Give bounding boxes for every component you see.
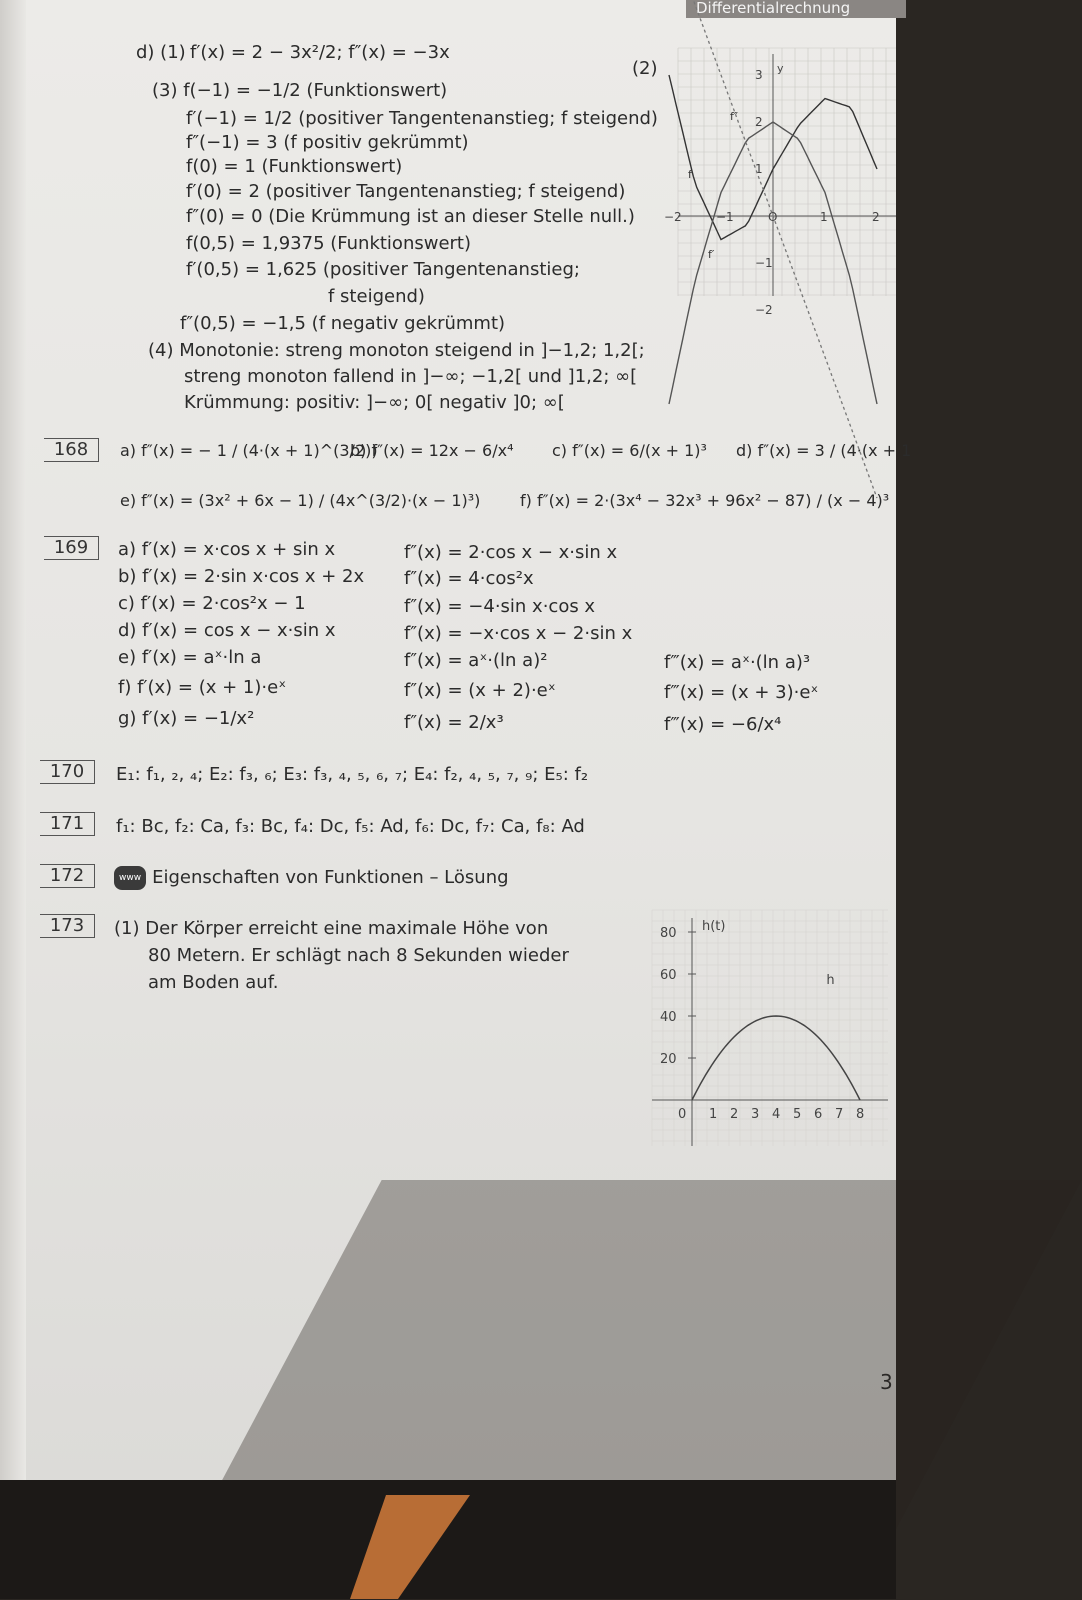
d-item: (4) Monotonie: streng monoton steigend in ]−1,2; 1,2[; [148, 340, 645, 361]
ex170-text: E₁: f₁, ₂, ₄; E₂: f₃, ₆; E₃: f₃, ₄, ₅, ₆, ₇; E₄: f₂, ₄, ₅, ₇, ₉; E₅: f₂ [116, 764, 589, 785]
tick-label: 2 [755, 115, 763, 129]
height-graph [652, 910, 888, 1146]
ex168-d: d) f″(x) = 3 / (4·(x + 1 [736, 441, 912, 460]
d-item: streng monoton fallend in ]−∞; −1,2[ und ]1,2; ∞[ [184, 366, 638, 387]
d-line1: f′(x) = 2 − 3x²/2; f″(x) = −3x [190, 42, 450, 63]
tick-label: 80 [660, 926, 677, 941]
exercise-number: 170 [40, 760, 95, 784]
ex169-col2: f″(x) = −x·cos x − 2·sin x [404, 623, 633, 644]
ex173-line: (1) Der Körper erreicht eine maximale Höhe von [114, 918, 549, 939]
tick-label: −1 [755, 256, 773, 270]
curve-label: f″ [730, 110, 738, 123]
tick-label: 8 [856, 1107, 865, 1122]
ex169-col1: b) f′(x) = 2·sin x·cos x + 2x [118, 566, 365, 587]
page-spine-shadow [0, 0, 26, 1480]
tick-label: −1 [716, 210, 734, 224]
ex169-col3: f‴(x) = (x + 3)·eˣ [664, 682, 819, 703]
d-item: f″(0,5) = −1,5 (f negativ gekrümmt) [180, 313, 506, 334]
axis-label: h(t) [702, 919, 726, 934]
ex169-col1: e) f′(x) = aˣ·ln a [118, 647, 262, 668]
ex173-line: am Boden auf. [148, 972, 279, 993]
tick-label: 1 [709, 1107, 718, 1122]
ex172-text: Eigenschaften von Funktionen – Lösung [152, 867, 509, 888]
curve-label: f [688, 168, 692, 181]
ex168-f: f) f″(x) = 2·(3x⁴ − 32x³ + 96x² − 87) / (x − 4)³ [520, 491, 890, 510]
section-header: Differentialrechnung [686, 0, 906, 18]
page-number: 3 [880, 1370, 893, 1394]
d-item: f′(0) = 2 (positiver Tangentenanstieg; f steigend) [186, 181, 626, 202]
ex169-col2: f″(x) = 4·cos²x [404, 568, 534, 589]
tick-label: 1 [820, 210, 828, 224]
exercise-number: 172 [40, 864, 95, 888]
tick-label: 40 [660, 1010, 677, 1025]
tick-label: 20 [660, 1052, 677, 1067]
d-item: Krümmung: positiv: ]−∞; 0[ negativ ]0; ∞[ [184, 392, 565, 413]
tick-label: −2 [755, 303, 773, 317]
d-item: f′(−1) = 1/2 (positiver Tangentenanstieg; f steigend) [186, 108, 658, 129]
ex169-col1: f) f′(x) = (x + 1)·eˣ [118, 677, 287, 698]
ex169-col2: f″(x) = aˣ·(ln a)² [404, 650, 548, 671]
tick-label: 6 [814, 1107, 823, 1122]
ex169-col3: f‴(x) = aˣ·(ln a)³ [664, 652, 811, 673]
ex169-col1: c) f′(x) = 2·cos²x − 1 [118, 593, 306, 614]
function-graph [664, 48, 896, 317]
ex168-b: b) f″(x) = 12x − 6/x⁴ [350, 441, 514, 460]
exercise-number: 173 [40, 914, 95, 938]
ex169-col2: f″(x) = −4·sin x·cos x [404, 596, 596, 617]
d-item: f′(0,5) = 1,625 (positiver Tangentenanstieg; [186, 259, 580, 280]
ex171-text: f₁: Bc, f₂: Ca, f₃: Bc, f₄: Dc, f₅: Ad, f₆: Dc, f₇: Ca, f₈: Ad [116, 816, 585, 837]
series-line-h [692, 1016, 860, 1100]
d-item: f(0,5) = 1,9375 (Funktionswert) [186, 233, 472, 254]
tick-label: 5 [793, 1107, 802, 1122]
ex169-col1: d) f′(x) = cos x − x·sin x [118, 620, 336, 641]
tick-label: 3 [751, 1107, 760, 1122]
axis-label: y [777, 62, 784, 75]
tick-label: 7 [835, 1107, 844, 1122]
ex169-col2: f″(x) = 2/x³ [404, 712, 504, 733]
ex169-col1: a) f′(x) = x·cos x + sin x [118, 539, 336, 560]
ex172-line[interactable] [114, 866, 509, 890]
curve-label: h [826, 973, 835, 988]
tick-label: −2 [664, 210, 682, 224]
ex168-a: a) f″(x) = − 1 / (4·(x + 1)^(3/2)) [120, 441, 378, 460]
curve-label: f′ [708, 248, 715, 261]
exercise-number: 171 [40, 812, 95, 836]
d-item: f″(0) = 0 (Die Krümmung ist an dieser Stelle null.) [186, 206, 635, 227]
tick-label: O [768, 210, 778, 224]
d-item: (3) f(−1) = −1/2 (Funktionswert) [152, 80, 448, 101]
tick-label: 4 [772, 1107, 781, 1122]
d-label: d) (1) [136, 42, 186, 63]
d-item: f″(−1) = 3 (f positiv gekrümmt) [186, 132, 469, 153]
graph-label: (2) [632, 58, 658, 79]
ex169-col1: g) f′(x) = −1/x² [118, 708, 255, 729]
web-link-icon[interactable]: www [114, 866, 146, 890]
ex169-col2: f″(x) = 2·cos x − x·sin x [404, 542, 618, 563]
ex168-e: e) f″(x) = (3x² + 6x − 1) / (4x^(3/2)·(x − 1)³) [120, 491, 481, 510]
ex169-col3: f‴(x) = −6/x⁴ [664, 714, 782, 735]
exercise-number: 168 [44, 438, 99, 462]
tick-label: 3 [755, 68, 763, 82]
tick-label: 0 [678, 1107, 687, 1122]
tick-label: 2 [872, 210, 880, 224]
ex168-c: c) f″(x) = 6/(x + 1)³ [552, 441, 707, 460]
d-item: f steigend) [328, 286, 425, 307]
tick-label: 1 [755, 162, 763, 176]
tick-label: 2 [730, 1107, 739, 1122]
tick-label: 60 [660, 968, 677, 983]
ex173-line: 80 Metern. Er schlägt nach 8 Sekunden wieder [148, 945, 569, 966]
exercise-number: 169 [44, 536, 99, 560]
d-item: f(0) = 1 (Funktionswert) [186, 156, 403, 177]
ex169-col2: f″(x) = (x + 2)·eˣ [404, 680, 556, 701]
